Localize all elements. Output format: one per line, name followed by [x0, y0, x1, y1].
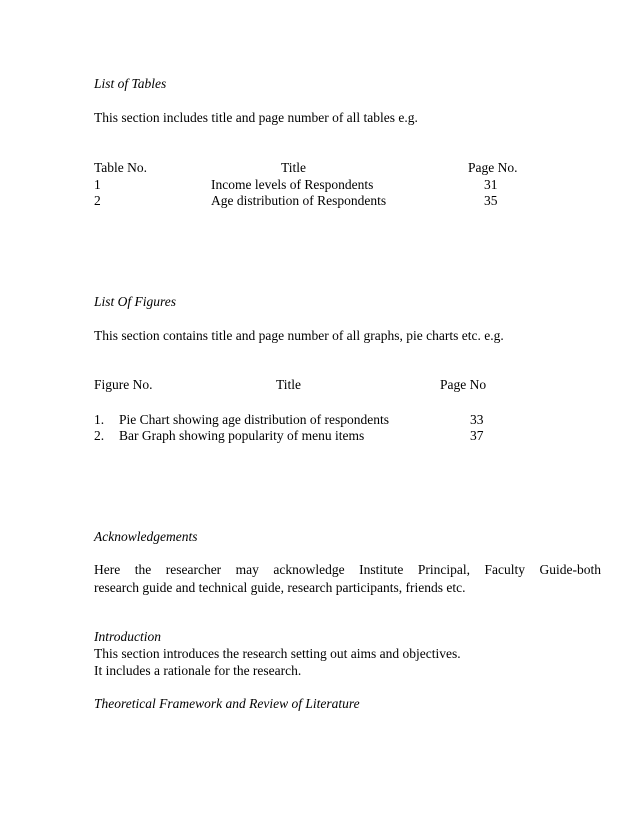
figure-row-title: Bar Graph showing popularity of menu items — [119, 428, 365, 443]
table-row-page: 35 — [484, 193, 498, 208]
list-of-figures-heading: List Of Figures — [94, 294, 177, 309]
introduction-heading: Introduction — [94, 629, 161, 644]
acknowledgements-heading: Acknowledgements — [94, 529, 198, 544]
list-of-tables-heading: List of Tables — [94, 76, 167, 91]
figure-row-no: 2. — [94, 428, 105, 443]
list-of-figures-intro: This section contains title and page number of all graphs, pie charts etc. e.g. — [94, 328, 504, 343]
figure-row-page: 33 — [470, 412, 484, 427]
table-row-no: 2 — [94, 193, 101, 208]
figure-row-page: 37 — [470, 428, 484, 443]
acknowledgements-line-2: research guide and technical guide, research participants, friends etc. — [94, 580, 466, 595]
acknowledgements-line-1: Here the researcher may acknowledge Institute Principal, Faculty Guide-both — [94, 562, 601, 577]
table-row-title: Income levels of Respondents — [211, 177, 374, 192]
figure-title-header: Title — [276, 377, 302, 392]
figure-row-title: Pie Chart showing age distribution of respondents — [119, 412, 389, 427]
figure-page-header: Page No — [440, 377, 487, 392]
table-row-no: 1 — [94, 177, 101, 192]
introduction-line-2: It includes a rationale for the research. — [94, 663, 302, 678]
table-page-header: Page No. — [468, 160, 518, 175]
theoretical-framework-heading: Theoretical Framework and Review of Literature — [94, 696, 360, 711]
table-no-header: Table No. — [94, 160, 148, 175]
table-title-header: Title — [281, 160, 307, 175]
table-row-page: 31 — [484, 177, 498, 192]
figure-row-no: 1. — [94, 412, 105, 427]
figure-no-header: Figure No. — [94, 377, 153, 392]
list-of-tables-intro: This section includes title and page number of all tables e.g. — [94, 110, 418, 125]
introduction-line-1: This section introduces the research setting out aims and objectives. — [94, 646, 461, 661]
table-row-title: Age distribution of Respondents — [211, 193, 387, 208]
